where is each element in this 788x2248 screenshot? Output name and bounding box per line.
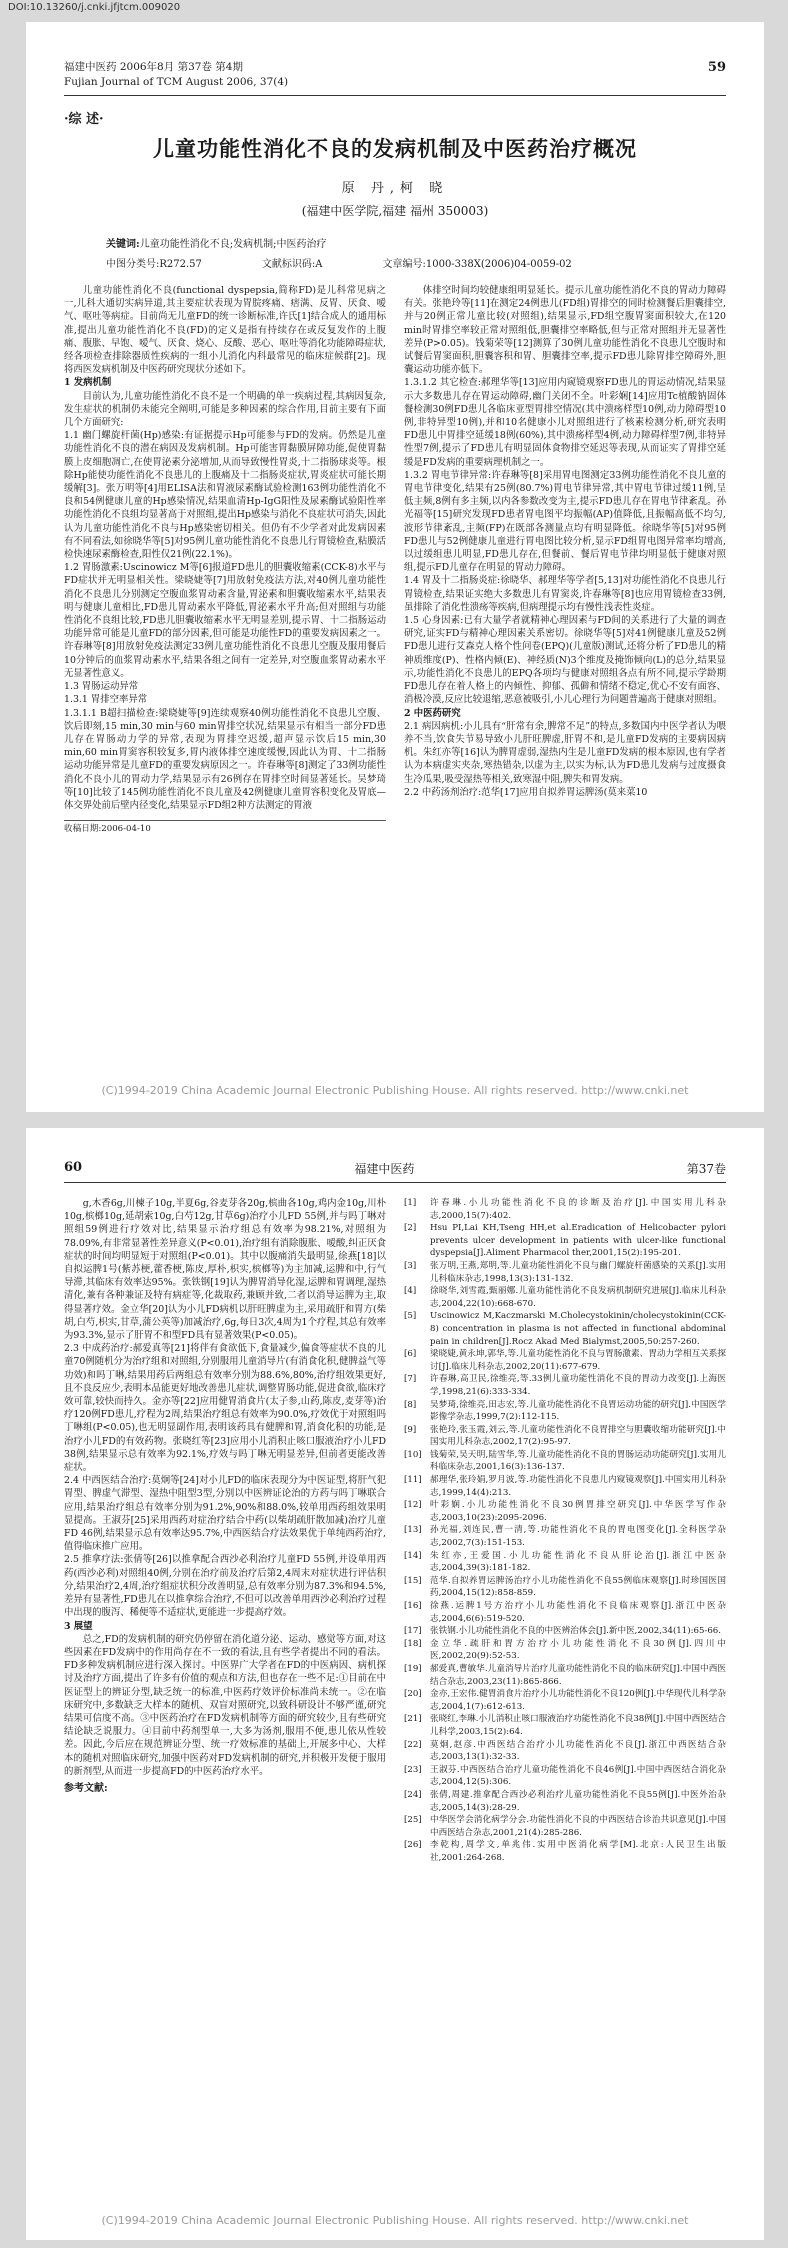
reference-text: 叶彩娴.小儿功能性消化不良30例胃排空研究[J].中华医学写作杂志,2003,10(23):2095-2096. — [430, 1500, 726, 1523]
reference-number: [11] — [404, 1475, 422, 1486]
reference-number: [24] — [404, 1789, 422, 1800]
paragraph: 1.2 胃肠激素:Uscinowicz M等[6]报道FD患儿的胆囊收缩素(CCK-8)水平与FD症状并无明显相关性。梁晓婕等[7]用放射免疫法方法,对40例儿童功能性消化不良患儿分别测定空腹血浆胃动素含量,胃泌素和胆囊收缩素水平,结果表明与健康儿童相比,FD患儿胃动素水平降低,胃泌素水平升高;但对照组与功能性消化不良组比较,FD患儿胆囊收缩素水平无明显差别,提示胃、十二指肠运动功能异常可能是儿童FD的部分因素,但可能是功能性FD的重要发病因素之一。许春琳等[8]用放射免疫法测定33例儿童功能性消化不良患儿空腹及服用餐后10分钟后的血浆胃动素水平,结果各组之间有一定差异,对空腹血浆胃动素水平无显著性意义。 — [64, 562, 386, 679]
reference-item — [404, 1449, 726, 1474]
reference-item — [404, 1424, 726, 1449]
reference-item — [404, 1839, 726, 1864]
reference-text: 钱菊荣,吴天明,陆雪华,等.儿童功能性消化不良的胃肠运动功能研究[J].实用儿科临床杂志,2001,16(3):136-137. — [430, 1449, 726, 1473]
reference-text: 张万明,王燕,郑明,等.儿童功能性消化不良与幽门螺旋杆菌感染的关系[J].实用儿科临床杂志,1998,13(3):131-132. — [430, 1260, 726, 1284]
classification-line — [64, 255, 726, 270]
paragraph: 2.2 中药汤剂治疗:范华[17]应用自拟养胃运脾汤(莫来菜10 — [404, 786, 648, 798]
paragraph: 1.3.1.1 B超扫描检查:梁晓婕等[9]连续观察40例功能性消化不良患儿空腹、饮后即刻,15 min,30 min与60 min胃排空状况,结果显示有相当一部分FD患儿存在胃肠动力学的异常,表现为胃排空迟缓,超声显示饮后15 min,30 min,60 min胃窦容积较复多,胃内液体排空速度缓慢,因此认为胃、十二指肠运动功能异常是儿童FD的重要发病原因之一。许春琳等[8]测定了33例功能性消化不良小儿的胃动力学,结果显示有26例存在胃排空时间显著延长。吴梦琦等[10]比较了145例功能性消化不良儿童及42例健康儿童胃容积变化及胃底—体交界处前后壁内径变化,结果显示FD组2种方法测定的胃液 — [64, 707, 386, 811]
reference-text: 张铁钢.小儿功能性消化不良的中医辨治体会[J].新中医,2002,34(11):65-66. — [430, 1626, 721, 1637]
left-column — [64, 1197, 386, 1864]
page-number: 60 — [64, 1160, 83, 1175]
reference-text: 孙光福,刘连民,曹一清,等.功能性消化不良的胃电图变化[J].全科医学杂志,2002,7(3):151-153. — [430, 1525, 726, 1549]
reference-text: 徐燕.运脾1号方治疗小儿功能性消化不良临床观察[J].浙江中医杂志,2004,6(6):519-520. — [430, 1601, 726, 1624]
reference-text: 范华.自拟养胃运脾汤治疗小儿功能性消化不良55例临床观察[J].时珍国医国药,2004,15(12):858-859. — [430, 1575, 726, 1599]
reference-text: 李乾构,周学文,单兆伟.实用中医消化病学[M].北京:人民卫生出版社,2001:264-268. — [430, 1840, 726, 1863]
paragraph: 目前认为,儿童功能性消化不良不是一个明确的单一疾病过程,其病因复杂,发生症状的机制仍未能完全阐明,可能是多种因素的综合作用,目前主要有下面几个方面研究: — [64, 390, 386, 429]
reference-text: 金亦,王宏伟.健胃消食片治疗小儿功能性消化不良120例[J].中华现代儿科学杂志,2004,1(7):612-613. — [430, 1689, 726, 1712]
reference-text: 莫炯,赵彦.中西医结合治疗小儿功能性消化不良[J].浙江中西医结合杂志,2003,13(1):32-33. — [430, 1739, 726, 1763]
page-number: 59 — [707, 60, 726, 75]
body-columns — [64, 1197, 726, 1864]
right-column — [404, 1197, 726, 1864]
page-60 — [26, 1128, 764, 2240]
paragraph: g,木香6g,川楝子10g,半夏6g,谷麦芽各20g,槟曲各10g,鸡内金10g,川朴10g,槟榔10g,延胡索10g,白芍12g,甘草6g)治疗小儿FD 55例,并与吗丁啉对照组59例进行疗效对比,结果显示治疗组总有效率为98.21%,对照组为78.09%,有非常显著性差异意义(P<0.01),治疗组有消除腹胀、嗳酸,纠正厌食症状的时间均明显短于对照组(P<0.01)。其中以腹痛消失最明显,徐燕[18]以自拟运脾1号(紫苏梗,藿香梗,陈皮,厚朴,枳实,槟榔等)为主加减,运脾和中,行气导滞,其临床有效率达95%。张铁钢[19]认为脾胃消导化湿,运脾和胃调理,湿热清化,兼有各种兼证及特有病症等,化裁取药,兼顾并致,二者以消导运脾为主,取得显著疗效。金立华[20]认为小儿FD病机以肝旺脾虚为主,采用疏肝和胃方(柴胡,白芍,枳实,甘草,蒲公英等)加减治疗,6g,每日3次,4周为1个疗程,其总有效率为93.3%,显示了肝胃不和型FD具有显著效果(P<0.05)。 — [64, 1198, 386, 1342]
reference-item — [404, 1600, 726, 1625]
clc-number: 中图分类号:R272.57 — [106, 259, 202, 270]
reference-item — [404, 1260, 726, 1285]
reference-number: [4] — [404, 1286, 417, 1297]
reference-text: 郝理华,张玲娟,罗月波,等.功能性消化不良患儿内窥镜观察[J].中国实用儿科杂志,1999,14(4):213. — [430, 1475, 726, 1498]
paragraph: 体排空时间均较健康组明显延长。提示儿童功能性消化不良的胃动力障碍有关。张艳玲等[11]在测定24例患儿(FD组)胃排空的同时检测餐后胆囊排空,并与20例正常儿童比较(对照组),结果显示,FD组空腹胃窦面积较大,在120 min时胃排空率较正常对照组低,胆囊排空率略低,但与正常对照组并无显著性差异(P>0.05)。钱菊荣等[12]测算了30例儿童功能性消化不良患儿空腹时和试餐后胃窦面积,胆囊容积和胃、胆囊排空率,提示FD患儿除胃排空障碍外,胆囊运动功能亦低下。 — [404, 285, 726, 376]
reference-text: 金立华.疏肝和胃方治疗小儿功能性消化不良30例[J].四川中医,2002,20(9):52-53. — [430, 1638, 726, 1662]
section-tag: ·综 述· — [64, 112, 104, 127]
reference-number: [21] — [404, 1714, 422, 1725]
paragraph: 2.1 病因病机:小儿具有“肝常有余,脾常不足”的特点,多数国内中医学者认为喂养不当,饮食失节易导致小儿肝旺脾虚,肝胃不和,是儿童FD发病的主要病因病机。朱红亦等[16]认为脾胃虚弱,湿热内生是儿童FD发病的根本原因,也有学者认为本病虚实夹杂,寒热错杂,以虚为主,以实为标,认为FD患儿发病与过度摄食生冷瓜果,吸受湿热等相关,致寒湿中阻,脾失和胃发病。 — [404, 720, 726, 785]
reference-text: 徐晓华,刘雪霞,甄丽娜.儿童功能性消化不良发病机制研究进展[J].临床儿科杂志,2004,22(10):668-670. — [430, 1286, 726, 1309]
reference-text: 许春琳.小儿功能性消化不良的诊断及治疗[J].中国实用儿科杂志,2000,15(7):402. — [430, 1198, 726, 1221]
page-59 — [26, 22, 764, 1112]
reference-number: [6] — [404, 1349, 417, 1360]
reference-number: [14] — [404, 1550, 422, 1561]
running-header — [64, 60, 726, 96]
section-heading: 1 发病机制 — [64, 377, 112, 389]
reference-number: [19] — [404, 1663, 422, 1674]
section-heading: 2 中医药研究 — [404, 707, 461, 719]
reference-text: Hsu PI,Lai KH,Tseng HH,et al.Eradication of Helicobacter pylori prevents ulcer development in patients with ulcer-like functional dyspepsia[J].Aliment Pharmacol ther,2001,15(2):195-201. — [430, 1223, 726, 1259]
reference-item — [404, 1638, 726, 1663]
reference-text: 郝爱真,曹敏华.儿童消导片治疗儿童功能性消化不良的临床研究[J].中国中西医结合杂志,2003,23(11):865-866. — [430, 1663, 726, 1687]
reference-item — [404, 1688, 726, 1713]
reference-text: 王淑芬.中西医结合治疗儿童功能性消化不良46例[J].中国中西医结合消化杂志,2004,12(5):306. — [430, 1764, 726, 1788]
journal-name-cn: 福建中医药 — [354, 1162, 415, 1176]
body-columns — [64, 284, 726, 836]
reference-number: [1] — [404, 1198, 417, 1208]
reference-number: [8] — [404, 1399, 417, 1410]
reference-text: Uscinowicz M,Kaczmarski M.Cholecystokinin/cholecystokinin(CCK-8) concentration in plasma is not affected in functional abdominal pain in children[J].Rocz Akad Med Bialymst,2005,50:257-260. — [430, 1311, 726, 1347]
running-header — [64, 1160, 726, 1183]
reference-text: 张倩,周建.推拿配合西沙必利治疗儿童功能性消化不良55例[J].中医外治杂志,2005,14(3):28-29. — [430, 1789, 726, 1813]
paragraph: 2.5 推拿疗法:张倩等[26]以推拿配合西沙必利治疗儿童FD 55例,并设单用西药(西沙必利)对照组40例,分别在治疗前及治疗后第2,4周末对症状进行评估积分,结果治疗2,4周,治疗组症状积分改善明显,总有效率分别为87.3%和94.5%,差异有显著性,FD患儿在以推拿综合治疗,不但可以改善单用西沙必利治疗过程中出现的腹泻、稀便等不适症状,更能进一步提高疗效。 — [64, 1554, 386, 1619]
reference-text: 张晓红,李琳.小儿消积止咳口服液治疗功能性消化不良38例[J].中国中西医结合儿科学,2003,15(2):64. — [430, 1714, 726, 1737]
copyright-footer: (C)1994-2019 China Academic Journal Electronic Publishing House. All rights reserved. http://www.cnki.net — [101, 1084, 689, 1097]
reference-item — [404, 1663, 726, 1688]
reference-number: [15] — [404, 1575, 422, 1586]
reference-item — [404, 1348, 726, 1373]
volume: 第37卷 — [686, 1162, 726, 1176]
reference-number: [18] — [404, 1638, 422, 1649]
paragraph: 2.4 中西医结合治疗:莫炯等[24]对小儿FD的临床表现分为中医证型,将肝气犯胃型、脾虚气滞型、湿热中阻型3型,分别以中医辨证论治的方药与吗丁啉联合应用,结果治疗组总有效率分别为91.2%,90%和88.0%,较单用西药组效果明显提高。王淑芬[25]采用西药对症治疗结合中药(以柴胡疏肝散加减)治疗儿童FD 46例,结果显示总有效率达95.7%,中西医结合疗法效果优于单纯西药治疗,值得临床推广应用。 — [64, 1475, 386, 1553]
paragraph: 1.3.1.2 其它检查:郝理华等[13]应用内窥镜观察FD患儿的胃运动情况,结果显示大多数患儿存在胃运动障碍,幽门关闭不全。叶彩娴[14]应用Tc植酸钠固体餐检测30例FD患儿各临床亚型胃排空情况(其中溃疡样型10例,动力障碍型10例,非特异型10例),并和10名健康小儿对照组进行了核素检测分析,研究表明FD患儿中胃排空延缓18例(60%),其中溃疡样型4例,动力障碍样型7例,非特异性型7例,提示了FD患儿有明显固体食物排空延迟等表现,从而证实了胃排空延缓是FD发病的重要病理机制之一。 — [404, 377, 726, 468]
journal-name-cn: 福建中医药 2006年8月 第37卷 第4期 — [64, 61, 243, 73]
reference-item — [404, 1789, 726, 1814]
reference-number: [22] — [404, 1739, 422, 1750]
reference-number: [20] — [404, 1689, 422, 1700]
reference-item — [404, 1285, 726, 1310]
reference-text: 朱红亦,王爱国.小儿功能性消化不良从肝论治[J].浙江中医杂志,2004,39(3):181-182. — [430, 1550, 726, 1574]
reference-item — [404, 1474, 726, 1499]
paragraph: 1.3.1 胃排空率异常 — [64, 694, 148, 706]
reference-item — [404, 1222, 726, 1260]
reference-item — [404, 1739, 726, 1764]
reference-number: [25] — [404, 1815, 422, 1826]
reference-list — [404, 1197, 726, 1864]
reference-item — [404, 1310, 726, 1348]
reference-number: [7] — [404, 1374, 417, 1385]
reference-number: [26] — [404, 1840, 422, 1851]
reference-item — [404, 1713, 726, 1738]
keywords — [64, 235, 726, 250]
copyright-footer: (C)1994-2019 China Academic Journal Electronic Publishing House. All rights reserved. http://www.cnki.net — [101, 2214, 689, 2227]
reference-number: [17] — [404, 1626, 422, 1637]
reference-item — [404, 1814, 726, 1839]
paragraph: 1.4 胃及十二指肠炎症:徐晓华、郝理华等学者[5,13]对功能性消化不良患儿行胃镜检查,结果证实绝大多数患儿有胃窦炎,许春琳等[8]也应用胃镜检查33例,虽排除了消化性溃疡等疾病,但病理提示均有慢性浅表性炎症。 — [404, 575, 726, 613]
reference-text: 许春琳,高卫民,徐维亮,等.33例儿童功能性消化不良的胃动力改变[J].上海医学,1998,21(6):333-334. — [430, 1374, 726, 1397]
reference-item — [404, 1625, 726, 1638]
article-number: 文章编号:1000-338X(2006)04-0059-02 — [382, 259, 572, 270]
right-column — [404, 284, 726, 836]
paragraph: 1.3.2 胃电节律异常:许春琳等[8]采用胃电图测定33例功能性消化不良儿童的胃电节律变化,结果有25例(80.7%)胃电节律异常,其中胃电节律过缓11例,呈低主频,8例有多主频,以内各参数改变为主,提示FD患儿存在胃电节律紊乱。孙光福等[15]研究发现FD患者胃电图平均振幅(AP)值降低,且振幅高低不均匀,波形节律紊乱,主频(FP)在既部各测量点均有明显降低。徐晓华等[5]对95例FD患儿与52例健康儿童进行胃电图比较分析,显示FD组胃电图异常率均增高,以过缓组患儿明显,FD患儿存在,但餐前、餐后胃电节律均明显低于健康对照组,提示FD儿童存在明显的胃动力障碍。 — [404, 469, 726, 574]
reference-item — [404, 1524, 726, 1549]
reference-text: 吴梦琦,徐维亮,田志宏,等.儿童功能性消化不良胃运动功能的研究[J].中国医学影像学杂志,1999,7(2):112-115. — [430, 1399, 726, 1423]
reference-item — [404, 1197, 726, 1222]
paragraph: 儿童功能性消化不良(functional dyspepsia,简称FD)是儿科常见病之一,儿科大通切实病异道,其主要症状表现为胃脘疼痛、痞满、反胃、厌食、嗳气、呕吐等病症。目前尚无儿童FD的统一诊断标准,许氏[1]结合成人的通用标准,提出儿童功能性消化不良(FD)的定义是指有持续存在或反复发作的上腹痛、腹胀、早饱、嗳气、厌食、烧心、反酸、恶心、呕吐等消化功能障碍症状,经各项检查排除器质性疾病的一组小儿消化内科最常见的临床症候群[2]。现将西医发病机制及中医药研究现状分述如下。 — [64, 285, 386, 376]
article-title: 儿童功能性消化不良的发病机制及中医药治疗概况 — [153, 136, 637, 161]
received-date: 收稿日期:2006-04-10 — [64, 820, 386, 836]
reference-item — [404, 1399, 726, 1424]
doi-label: DOI:10.13260/j.cnki.jfjtcm.009020 — [8, 2, 181, 13]
reference-number: [9] — [404, 1424, 417, 1435]
reference-text: 梁晓婕,黄永坤,郭华,等.儿童功能性消化不良与胃肠激素、胃动力学相互关系探讨[J].临床儿科杂志,2002,20(11):677-679. — [430, 1349, 726, 1372]
left-column-text — [64, 1197, 386, 1778]
paragraph: 1.1 幽门螺旋杆菌(Hp)感染:有证据提示Hp可能参与FD的发病。仍然是儿童功能性消化不良的潜在病因及发病机制。Hp可能害胃黏膜屏障功能,促使胃黏膜上皮细胞凋亡,在使胃泌素分泌增加,从而导致慢性胃炎,十二指肠球炎等。根除Hp能使功能性消化不良患儿的上腹痛及十二指肠炎症状,胃炎症状可能长期缓解[3]。张万明等[4]用ELISA法和胃液尿素酶试验检测163例功能性消化不良和54例健康儿童的Hp感染情况,结果血清Hp-IgG阳性及尿素酶试验阳性率功能性消化不良组均显著高于对照组,提出Hp感染与消化不良症状可消失,因此认为儿童功能性消化不良与Hp感染密切相关。但仍有不少学者对此发病因素有不同看法,如徐晓华等[5]对95例儿童功能性消化不良患儿行胃镜检查,粘膜活检快速尿素酶检查,阳性仅21例(22.1%)。 — [64, 430, 386, 561]
reference-item — [404, 1575, 726, 1600]
keywords-text: 儿童功能性消化不良;发病机制;中医药治疗 — [139, 239, 327, 250]
reference-number: [23] — [404, 1764, 422, 1775]
section-heading: 3 展望 — [64, 1620, 93, 1632]
reference-number: [16] — [404, 1601, 422, 1611]
reference-number: [10] — [404, 1449, 422, 1460]
authors: 原 丹,柯 晓 — [341, 181, 449, 196]
reference-number: [2] — [404, 1223, 417, 1234]
reference-number: [3] — [404, 1260, 417, 1271]
reference-text: 中华医学会消化病学分会.功能性消化不良的中西医结合诊治共识意见[J].中国中西医结合杂志,2001,21(4):285-286. — [430, 1815, 726, 1838]
references-title: 参考文献: — [64, 1782, 108, 1794]
paragraph: 2.3 中成药治疗:郝爱真等[21]将伴有食欲低下,食量减少,偏食等症状不良的儿童70例随机分为治疗组和对照组,分别服用儿童消导片(有消食化积,健脾益气等功效)和吗丁啉,结果用药后两组总有效率分别为88.6%,80%,治疗组效果更好,且不良反应少,表明本品能更好地改善患儿症状,调整胃肠功能,促进食欲,临床疗效可靠,较快而持久。金亦等[22]应用健胃消食片(太子参,山药,陈皮,麦芽等)治疗120例FD患儿,疗程为2周,结果治疗组总有效率为90.0%,疗效优于对照组吗丁啉组(P<0.05),也无明显副作用,表明该药具有健脾和胃,消食化积的功能,是治疗小儿FD的有效药物。张晓红等[23]应用小儿消积止咳口服液治疗小儿FD 38例,结果显示总有效率为92.1%,疗效与吗丁啉无明显差异,但前者更能改善症状。 — [64, 1343, 386, 1474]
reference-number: [12] — [404, 1500, 422, 1511]
document-code: 文献标识码:A — [261, 259, 323, 270]
reference-number: [13] — [404, 1525, 422, 1536]
reference-text: 张艳玲,张玉霞,刘云,等.儿童功能性消化不良胃排空与胆囊收缩功能研究[J].中国实用儿科杂志,2002,17(2):95-97. — [430, 1424, 726, 1448]
paragraph: 1.5 心身因素:已有大量学者就精神心理因素与FD间的关系进行了大量的调查研究,证实FD与精神心理因素关系密切。徐晓华等[5]对41例健康儿童及52例FD患儿进行艾森克人格个性问卷(EPQ)(儿童版)测试,还将分析了FD患儿的精神质维度(P)、性格内倾(E)、神经质(N)3个维度及掩饰倾向(L)的总分,结果显示,功能性消化不良患儿的EPQ各项均与健康对照组各点有所不同,提示学龄期FD患儿存在着人格上的内倾性、抑郁、孤僻和情绪不稳定,优心不安有面容、消极冷漠,反应比较退缩,恶意被吸引,小儿心理行为问题普遍高于健康对照组。 — [404, 615, 726, 706]
reference-item — [404, 1550, 726, 1575]
keywords-label: 关键词: — [106, 239, 140, 250]
journal-name-en: Fujian Journal of TCM August 2006, 37(4) — [64, 76, 289, 88]
reference-number: [5] — [404, 1311, 417, 1322]
left-column — [64, 284, 386, 836]
paragraph: 1.3 胃肠运动异常 — [64, 681, 139, 693]
paragraph: 总之,FD的发病机制的研究仍停留在消化道分泌、运动、感觉等方面,对这些因素在FD发病中的作用尚存在不一致的看法,且有些学者提出不同的看法。FD多种发病机制应进行深入探讨。中医界广大学者在FD的中医病因、病机探讨及治疗方面,提出了许多有价值的观点和方法,但也存在一些不足:①目前在中医证型上的辨证分型,缺乏统一的标准,中医药疗效评价标准尚未统一。②在临床研究中,多数缺乏大样本的随机、双盲对照研究,以致科研设计不够严谨,研究结果可信度不高。③中医药治疗在FD发病机制等方面的研究较少,且有些研究结论缺乏说服力。④目前中药剂型单一,大多为汤剂,服用不便,患儿依从性较差。因此,今后应在规范辨证分型、统一疗效标准的基础上,开展多中心、大样本的随机对照临床研究,加强中医药对FD发病机制的研究,并积极开发便于服用的新剂型,从而进一步提高FD的中医药治疗水平。 — [64, 1633, 386, 1777]
affiliation: (福建中医学院,福建 福州 350003) — [301, 204, 489, 218]
reference-item — [404, 1499, 726, 1524]
reference-item — [404, 1764, 726, 1789]
reference-item — [404, 1373, 726, 1398]
